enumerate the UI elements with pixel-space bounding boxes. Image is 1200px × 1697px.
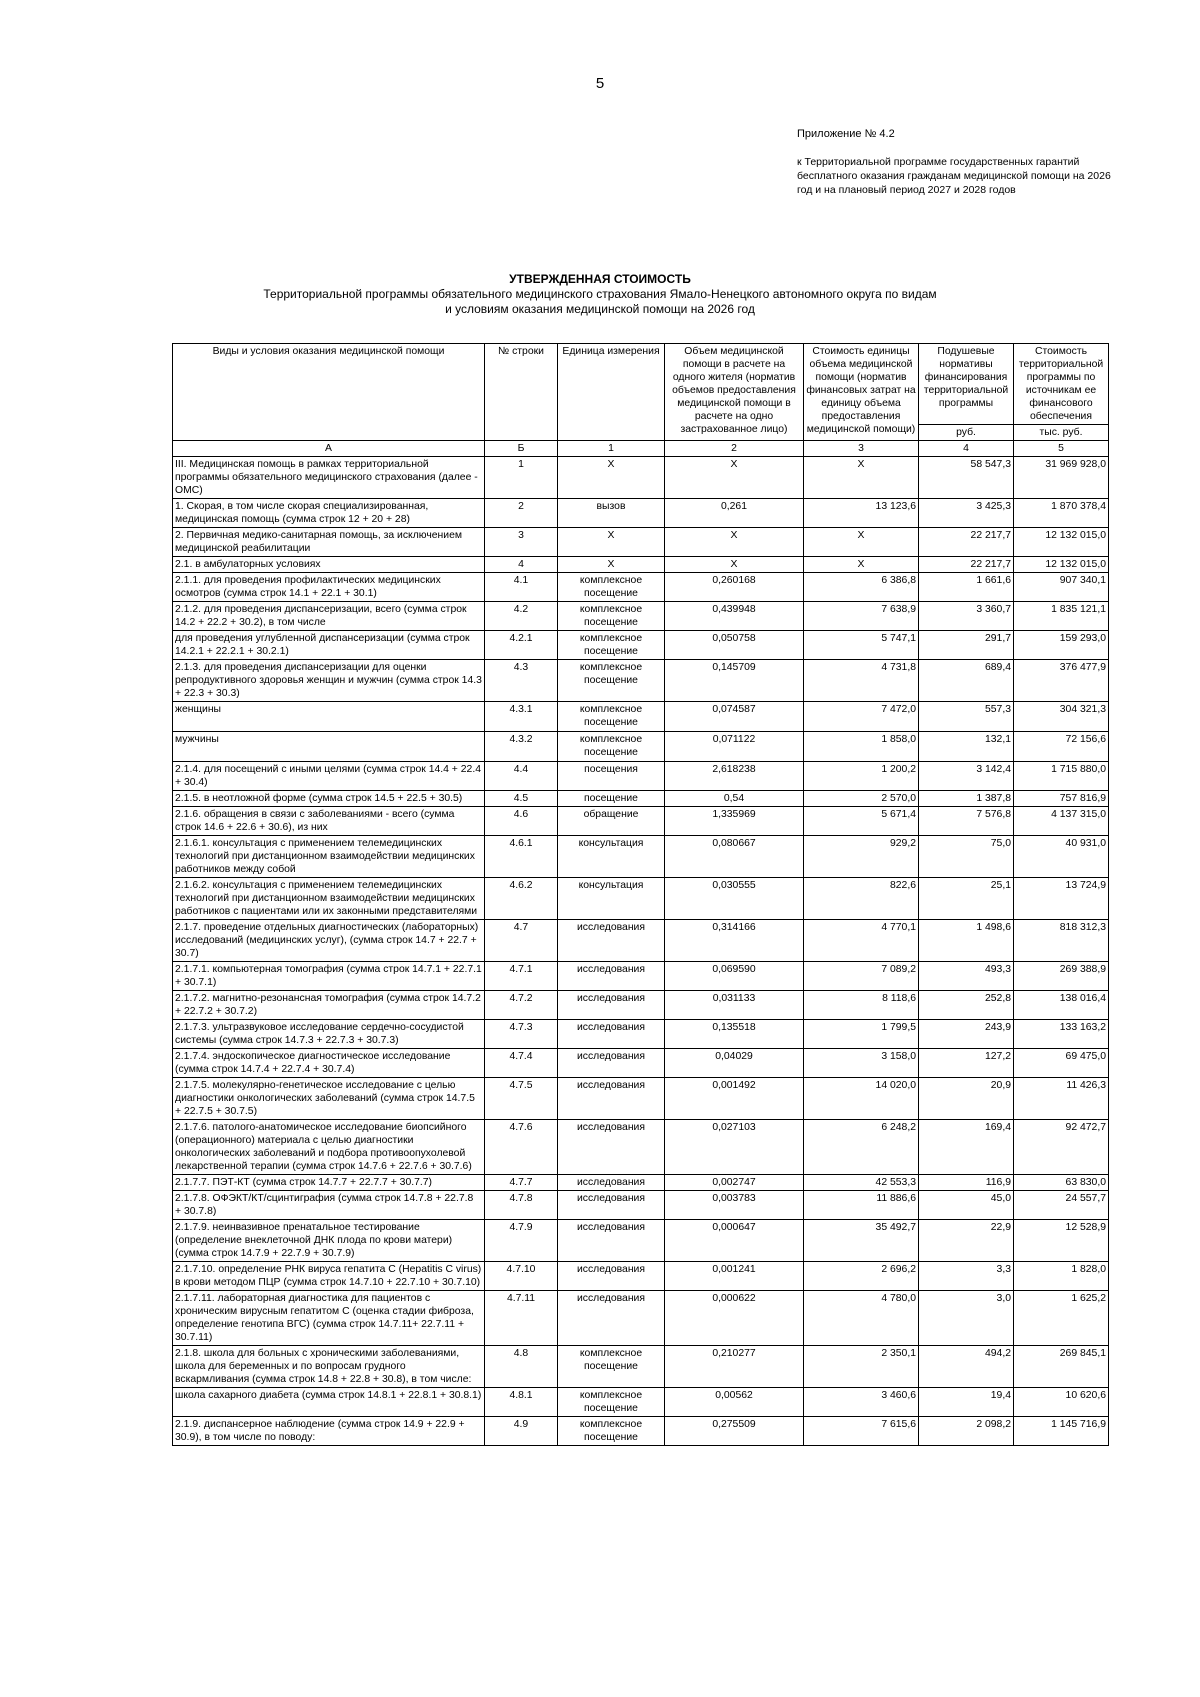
- row-cost: 31 969 928,0: [1014, 457, 1109, 499]
- table-row: [173, 1388, 1109, 1417]
- row-number: 1: [485, 457, 558, 499]
- row-number: 4.7.1: [485, 962, 558, 991]
- row-cost: 1 870 378,4: [1014, 499, 1109, 528]
- document-title-line2: и условиям оказания медицинской помощи на 2026 год: [445, 302, 755, 316]
- row-number: 4.7.8: [485, 1191, 558, 1220]
- row-number: 4.2.1: [485, 631, 558, 660]
- row-cost: 269 388,9: [1014, 962, 1109, 991]
- table-row: [173, 1417, 1109, 1446]
- row-unit-cost: 6 248,2: [804, 1120, 919, 1175]
- row-unit: исследования: [558, 1291, 665, 1346]
- row-volume: 0,001241: [665, 1262, 804, 1291]
- row-volume: 0,439948: [665, 602, 804, 631]
- row-unit: комплексное посещение: [558, 1417, 665, 1446]
- row-unit-cost: 7 472,0: [804, 702, 919, 732]
- row-unit-cost: 5 671,4: [804, 807, 919, 836]
- row-unit: комплексное посещение: [558, 573, 665, 602]
- table-row: [173, 528, 1109, 557]
- row-cost: 269 845,1: [1014, 1346, 1109, 1388]
- table-row: [173, 702, 1109, 732]
- row-cost: 12 528,9: [1014, 1220, 1109, 1262]
- table-row: [173, 791, 1109, 807]
- row-cost: 72 156,6: [1014, 732, 1109, 762]
- row-name: для проведения углубленной диспансеризации (сумма строк 14.2.1 + 22.2.1 + 30.2.1): [173, 631, 485, 660]
- row-unit: X: [558, 457, 665, 499]
- row-volume: 0,260168: [665, 573, 804, 602]
- row-unit-cost: 2 696,2: [804, 1262, 919, 1291]
- row-volume: 0,071122: [665, 732, 804, 762]
- table-index-row: [173, 441, 1109, 457]
- row-volume: 0,261: [665, 499, 804, 528]
- row-name: 2.1.6.2. консультация с применением телемедицинских технологий при дистанционном взаимодействии медицинских работников с пациентами или их законными представителями: [173, 878, 485, 920]
- document-title: [0, 272, 1200, 317]
- row-unit: посещение: [558, 791, 665, 807]
- row-cost: 1 828,0: [1014, 1262, 1109, 1291]
- appendix-text: к Территориальной программе государственных гарантий бесплатного оказания гражданам медицинской помощи на 2026 год и на плановый период 2027 и 2028 годов: [797, 156, 1111, 196]
- table-row: [173, 762, 1109, 791]
- row-unit-cost: 14 020,0: [804, 1078, 919, 1120]
- row-number: 4.7.4: [485, 1049, 558, 1078]
- header-kind: Виды и условия оказания медицинской помощи: [173, 344, 485, 441]
- row-unit-cost: 822,6: [804, 878, 919, 920]
- row-cost: 133 163,2: [1014, 1020, 1109, 1049]
- row-name: 2.1.7.4. эндоскопическое диагностическое исследование (сумма строк 14.7.4 + 22.7.4 + 30.7.4): [173, 1049, 485, 1078]
- row-name: 2.1.7.3. ультразвуковое исследование сердечно-сосудистой системы (сумма строк 14.7.3 + 22.7.3 + 30.7.3): [173, 1020, 485, 1049]
- row-volume: 0,000622: [665, 1291, 804, 1346]
- row-number: 4.1: [485, 573, 558, 602]
- row-per-capita: 22,9: [919, 1220, 1014, 1262]
- row-per-capita: 58 547,3: [919, 457, 1014, 499]
- header-cost-unit: тыс. руб.: [1014, 425, 1109, 441]
- row-unit: комплексное посещение: [558, 1346, 665, 1388]
- row-per-capita: 3,0: [919, 1291, 1014, 1346]
- row-name: 2.1.5. в неотложной форме (сумма строк 14.5 + 22.5 + 30.5): [173, 791, 485, 807]
- row-per-capita: 45,0: [919, 1191, 1014, 1220]
- row-number: 4.8: [485, 1346, 558, 1388]
- row-unit-cost: 42 553,3: [804, 1175, 919, 1191]
- row-per-capita: 75,0: [919, 836, 1014, 878]
- row-unit-cost: 13 123,6: [804, 499, 919, 528]
- row-unit: посещения: [558, 762, 665, 791]
- row-volume: 1,335969: [665, 807, 804, 836]
- row-volume: 0,135518: [665, 1020, 804, 1049]
- row-unit: исследования: [558, 1020, 665, 1049]
- header-unit-cost: Стоимость единицы объема медицинской помощи (норматив финансовых затрат на единицу объема предоставления медицинской помощи): [804, 344, 919, 441]
- row-volume: 0,031133: [665, 991, 804, 1020]
- row-unit-cost: 7 638,9: [804, 602, 919, 631]
- row-volume: 0,002747: [665, 1175, 804, 1191]
- row-number: 4.7: [485, 920, 558, 962]
- row-unit-cost: 4 780,0: [804, 1291, 919, 1346]
- table-row: [173, 1346, 1109, 1388]
- row-name: 2.1.7.1. компьютерная томография (сумма строк 14.7.1 + 22.7.1 + 30.7.1): [173, 962, 485, 991]
- row-name: 2.1.6. обращения в связи с заболеваниями - всего (сумма строк 14.6 + 22.6 + 30.6), из них: [173, 807, 485, 836]
- row-unit: консультация: [558, 878, 665, 920]
- row-unit-cost: 8 118,6: [804, 991, 919, 1020]
- row-unit: консультация: [558, 836, 665, 878]
- row-number: 4.7.6: [485, 1120, 558, 1175]
- row-cost: 63 830,0: [1014, 1175, 1109, 1191]
- row-name: 2.1.3. для проведения диспансеризации для оценки репродуктивного здоровья женщин и мужчин (сумма строк 14.3 + 22.3 + 30.3): [173, 660, 485, 702]
- row-unit: исследования: [558, 1191, 665, 1220]
- row-cost: 4 137 315,0: [1014, 807, 1109, 836]
- row-volume: 0,00562: [665, 1388, 804, 1417]
- row-volume: 0,04029: [665, 1049, 804, 1078]
- page-number: 5: [595, 75, 605, 92]
- row-cost: 12 132 015,0: [1014, 557, 1109, 573]
- row-volume: 0,001492: [665, 1078, 804, 1120]
- index-cell: 4: [919, 441, 1014, 457]
- row-unit-cost: 1 200,2: [804, 762, 919, 791]
- row-name: женщины: [173, 702, 485, 732]
- row-unit: комплексное посещение: [558, 702, 665, 732]
- header-per-capita: Подушевые нормативы финансирования территориальной программы: [919, 344, 1014, 425]
- table-row: [173, 836, 1109, 878]
- table-row: [173, 631, 1109, 660]
- row-volume: X: [665, 457, 804, 499]
- row-per-capita: 2 098,2: [919, 1417, 1014, 1446]
- row-name: 2.1.6.1. консультация с применением телемедицинских технологий при дистанционном взаимодействии медицинских работников между собой: [173, 836, 485, 878]
- row-cost: 13 724,9: [1014, 878, 1109, 920]
- row-volume: 0,003783: [665, 1191, 804, 1220]
- row-per-capita: 3,3: [919, 1262, 1014, 1291]
- row-number: 4.7.7: [485, 1175, 558, 1191]
- table-row: [173, 1120, 1109, 1175]
- row-volume: 0,069590: [665, 962, 804, 991]
- row-cost: 92 472,7: [1014, 1120, 1109, 1175]
- row-unit-cost: 4 770,1: [804, 920, 919, 962]
- row-number: 4: [485, 557, 558, 573]
- table-row: [173, 573, 1109, 602]
- row-unit: комплексное посещение: [558, 1388, 665, 1417]
- index-cell: 3: [804, 441, 919, 457]
- table-row: [173, 557, 1109, 573]
- row-per-capita: 1 387,8: [919, 791, 1014, 807]
- row-unit-cost: 3 158,0: [804, 1049, 919, 1078]
- row-unit: X: [558, 557, 665, 573]
- row-per-capita: 22 217,7: [919, 557, 1014, 573]
- table-row: [173, 1220, 1109, 1262]
- row-name: 2.1.7.2. магнитно-резонансная томография (сумма строк 14.7.2 + 22.7.2 + 30.7.2): [173, 991, 485, 1020]
- row-unit: X: [558, 528, 665, 557]
- appendix-title: Приложение № 4.2: [797, 128, 895, 140]
- row-cost: 11 426,3: [1014, 1078, 1109, 1120]
- row-cost: 1 835 121,1: [1014, 602, 1109, 631]
- row-unit: вызов: [558, 499, 665, 528]
- row-volume: 0,275509: [665, 1417, 804, 1446]
- row-volume: 0,074587: [665, 702, 804, 732]
- table-row: [173, 602, 1109, 631]
- row-unit-cost: X: [804, 557, 919, 573]
- row-per-capita: 3 142,4: [919, 762, 1014, 791]
- table-row: [173, 499, 1109, 528]
- table-row: [173, 457, 1109, 499]
- row-unit: исследования: [558, 962, 665, 991]
- row-number: 4.7.2: [485, 991, 558, 1020]
- row-per-capita: 127,2: [919, 1049, 1014, 1078]
- row-per-capita: 25,1: [919, 878, 1014, 920]
- row-number: 4.9: [485, 1417, 558, 1446]
- document-title-main: УТВЕРЖДЕННАЯ СТОИМОСТЬ: [509, 272, 691, 286]
- row-name: 2. Первичная медико-санитарная помощь, за исключением медицинской реабилитации: [173, 528, 485, 557]
- row-number: 3: [485, 528, 558, 557]
- row-volume: 0,314166: [665, 920, 804, 962]
- row-number: 4.8.1: [485, 1388, 558, 1417]
- row-name: 2.1.7. проведение отдельных диагностических (лабораторных) исследований (медицинских услуг), (сумма строк 14.7 + 22.7 + 30.7): [173, 920, 485, 962]
- row-number: 4.6: [485, 807, 558, 836]
- row-volume: 0,210277: [665, 1346, 804, 1388]
- row-name: 2.1.7.8. ОФЭКТ/КТ/сцинтиграфия (сумма строк 14.7.8 + 22.7.8 + 30.7.8): [173, 1191, 485, 1220]
- table-row: [173, 962, 1109, 991]
- row-name: 2.1.4. для посещений с иными целями (сумма строк 14.4 + 22.4 + 30.4): [173, 762, 485, 791]
- row-per-capita: 22 217,7: [919, 528, 1014, 557]
- row-cost: 159 293,0: [1014, 631, 1109, 660]
- row-name: 2.1.7.11. лабораторная диагностика для пациентов с хроническим вирусным гепатитом С (оценка стадии фиброза, определение генотипа ВГС) (сумма строк 14.7.11+ 22.7.11 + 30.7.11): [173, 1291, 485, 1346]
- row-unit: комплексное посещение: [558, 631, 665, 660]
- row-per-capita: 20,9: [919, 1078, 1014, 1120]
- row-per-capita: 1 498,6: [919, 920, 1014, 962]
- row-unit-cost: 5 747,1: [804, 631, 919, 660]
- table-row: [173, 1291, 1109, 1346]
- row-cost: 907 340,1: [1014, 573, 1109, 602]
- row-number: 4.7.3: [485, 1020, 558, 1049]
- row-unit-cost: 1 858,0: [804, 732, 919, 762]
- table-header-row: [173, 344, 1109, 425]
- row-name: 2.1.1. для проведения профилактических медицинских осмотров (сумма строк 14.1 + 22.1 + 30.1): [173, 573, 485, 602]
- row-unit-cost: 7 089,2: [804, 962, 919, 991]
- row-cost: 376 477,9: [1014, 660, 1109, 702]
- index-cell: Б: [485, 441, 558, 457]
- row-name: III. Медицинская помощь в рамках территориальной программы обязательного медицинского страхования (далее - ОМС): [173, 457, 485, 499]
- row-per-capita: 252,8: [919, 991, 1014, 1020]
- table-row: [173, 1078, 1109, 1120]
- row-number: 4.7.10: [485, 1262, 558, 1291]
- row-number: 4.7.9: [485, 1220, 558, 1262]
- row-name: 2.1. в амбулаторных условиях: [173, 557, 485, 573]
- row-name: 2.1.8. школа для больных с хроническими заболеваниями, школа для беременных и по вопросам грудного вскармливания (сумма строк 14.8 + 22.8 + 30.8), в том числе:: [173, 1346, 485, 1388]
- row-number: 4.7.11: [485, 1291, 558, 1346]
- appendix-note: [797, 127, 1117, 197]
- row-per-capita: 132,1: [919, 732, 1014, 762]
- row-per-capita: 3 425,3: [919, 499, 1014, 528]
- row-volume: 0,030555: [665, 878, 804, 920]
- row-per-capita: 7 576,8: [919, 807, 1014, 836]
- row-unit: исследования: [558, 991, 665, 1020]
- row-number: 4.6.1: [485, 836, 558, 878]
- row-cost: 757 816,9: [1014, 791, 1109, 807]
- row-name: 2.1.7.6. патолого-анатомическое исследование биопсийного (операционного) материала с целью диагностики онкологических заболеваний и подбора противоопухолевой лекарственной терапии (сумма строк 14.7.6 + 22.7.6 + 30.7.6): [173, 1120, 485, 1175]
- table-row: [173, 1049, 1109, 1078]
- row-number: 4.2: [485, 602, 558, 631]
- row-cost: 24 557,7: [1014, 1191, 1109, 1220]
- row-volume: 2,618238: [665, 762, 804, 791]
- row-unit: исследования: [558, 1049, 665, 1078]
- row-name: 1. Скорая, в том числе скорая специализированная, медицинская помощь (сумма строк 12 + 20 + 28): [173, 499, 485, 528]
- row-per-capita: 3 360,7: [919, 602, 1014, 631]
- row-number: 4.6.2: [485, 878, 558, 920]
- table-row: [173, 1020, 1109, 1049]
- row-cost: 12 132 015,0: [1014, 528, 1109, 557]
- table-row: [173, 920, 1109, 962]
- row-volume: 0,080667: [665, 836, 804, 878]
- table-row: [173, 1262, 1109, 1291]
- row-unit-cost: 2 570,0: [804, 791, 919, 807]
- document-title-line1: Территориальной программы обязательного медицинского страхования Ямало-Ненецкого автономного округа по видам: [263, 287, 937, 301]
- row-per-capita: 494,2: [919, 1346, 1014, 1388]
- row-per-capita: 116,9: [919, 1175, 1014, 1191]
- row-per-capita: 557,3: [919, 702, 1014, 732]
- row-unit-cost: 3 460,6: [804, 1388, 919, 1417]
- row-name: мужчины: [173, 732, 485, 762]
- row-number: 2: [485, 499, 558, 528]
- table-row: [173, 732, 1109, 762]
- row-unit: исследования: [558, 1220, 665, 1262]
- row-unit-cost: 4 731,8: [804, 660, 919, 702]
- row-volume: 0,050758: [665, 631, 804, 660]
- index-cell: 1: [558, 441, 665, 457]
- row-per-capita: 243,9: [919, 1020, 1014, 1049]
- row-unit: обращение: [558, 807, 665, 836]
- row-cost: 1 715 880,0: [1014, 762, 1109, 791]
- row-name: 2.1.2. для проведения диспансеризации, всего (сумма строк 14.2 + 22.2 + 30.2), в том числе: [173, 602, 485, 631]
- row-cost: 40 931,0: [1014, 836, 1109, 878]
- row-volume: X: [665, 528, 804, 557]
- table-row: [173, 878, 1109, 920]
- row-unit-cost: X: [804, 528, 919, 557]
- row-unit-cost: 7 615,6: [804, 1417, 919, 1446]
- row-cost: 818 312,3: [1014, 920, 1109, 962]
- header-volume: Объем медицинской помощи в расчете на одного жителя (норматив объемов предоставления медицинской помощи в расчете на одно застрахованное лицо): [665, 344, 804, 441]
- row-number: 4.3.2: [485, 732, 558, 762]
- table-row: [173, 1191, 1109, 1220]
- row-unit: исследования: [558, 1078, 665, 1120]
- row-unit-cost: 6 386,8: [804, 573, 919, 602]
- row-cost: 10 620,6: [1014, 1388, 1109, 1417]
- row-unit-cost: X: [804, 457, 919, 499]
- row-cost: 69 475,0: [1014, 1049, 1109, 1078]
- row-name: 2.1.7.9. неинвазивное пренатальное тестирование (определение внеклеточной ДНК плода по крови матери) (сумма строк 14.7.9 + 22.7.9 + 30.7.9): [173, 1220, 485, 1262]
- table-row: [173, 1175, 1109, 1191]
- row-cost: 304 321,3: [1014, 702, 1109, 732]
- row-unit: исследования: [558, 1262, 665, 1291]
- row-number: 4.3.1: [485, 702, 558, 732]
- row-per-capita: 169,4: [919, 1120, 1014, 1175]
- row-cost: 1 625,2: [1014, 1291, 1109, 1346]
- table-row: [173, 660, 1109, 702]
- row-unit-cost: 2 350,1: [804, 1346, 919, 1388]
- header-row-no: № строки: [485, 344, 558, 441]
- row-cost: 138 016,4: [1014, 991, 1109, 1020]
- row-unit-cost: 1 799,5: [804, 1020, 919, 1049]
- row-volume: X: [665, 557, 804, 573]
- row-number: 4.5: [485, 791, 558, 807]
- cost-table: [172, 343, 1109, 1446]
- row-number: 4.3: [485, 660, 558, 702]
- index-cell: 5: [1014, 441, 1109, 457]
- row-volume: 0,027103: [665, 1120, 804, 1175]
- row-name: 2.1.9. диспансерное наблюдение (сумма строк 14.9 + 22.9 + 30.9), в том числе по поводу:: [173, 1417, 485, 1446]
- row-unit: исследования: [558, 920, 665, 962]
- row-number: 4.7.5: [485, 1078, 558, 1120]
- row-unit: исследования: [558, 1120, 665, 1175]
- table-row: [173, 991, 1109, 1020]
- row-volume: 0,54: [665, 791, 804, 807]
- row-name: школа сахарного диабета (сумма строк 14.8.1 + 22.8.1 + 30.8.1): [173, 1388, 485, 1417]
- row-name: 2.1.7.10. определение РНК вируса гепатита С (Hepatitis C virus) в крови методом ПЦР (сумма строк 14.7.10 + 22.7.10 + 30.7.10): [173, 1262, 485, 1291]
- row-per-capita: 689,4: [919, 660, 1014, 702]
- table-row: [173, 807, 1109, 836]
- row-per-capita: 493,3: [919, 962, 1014, 991]
- row-name: 2.1.7.5. молекулярно-генетическое исследование с целью диагностики онкологических заболеваний (сумма строк 14.7.5 + 22.7.5 + 30.7.5): [173, 1078, 485, 1120]
- row-name: 2.1.7.7. ПЭТ-КТ (сумма строк 14.7.7 + 22.7.7 + 30.7.7): [173, 1175, 485, 1191]
- row-volume: 0,145709: [665, 660, 804, 702]
- row-cost: 1 145 716,9: [1014, 1417, 1109, 1446]
- header-cost: Стоимость территориальной программы по источникам ее финансового обеспечения: [1014, 344, 1109, 425]
- row-unit: комплексное посещение: [558, 660, 665, 702]
- row-per-capita: 291,7: [919, 631, 1014, 660]
- row-unit: комплексное посещение: [558, 602, 665, 631]
- index-cell: 2: [665, 441, 804, 457]
- row-unit: исследования: [558, 1175, 665, 1191]
- row-per-capita: 19,4: [919, 1388, 1014, 1417]
- row-unit-cost: 11 886,6: [804, 1191, 919, 1220]
- row-unit: комплексное посещение: [558, 732, 665, 762]
- row-number: 4.4: [485, 762, 558, 791]
- row-unit-cost: 929,2: [804, 836, 919, 878]
- header-per-capita-unit: руб.: [919, 425, 1014, 441]
- header-unit: Единица измерения: [558, 344, 665, 441]
- row-per-capita: 1 661,6: [919, 573, 1014, 602]
- row-unit-cost: 35 492,7: [804, 1220, 919, 1262]
- index-cell: А: [173, 441, 485, 457]
- row-volume: 0,000647: [665, 1220, 804, 1262]
